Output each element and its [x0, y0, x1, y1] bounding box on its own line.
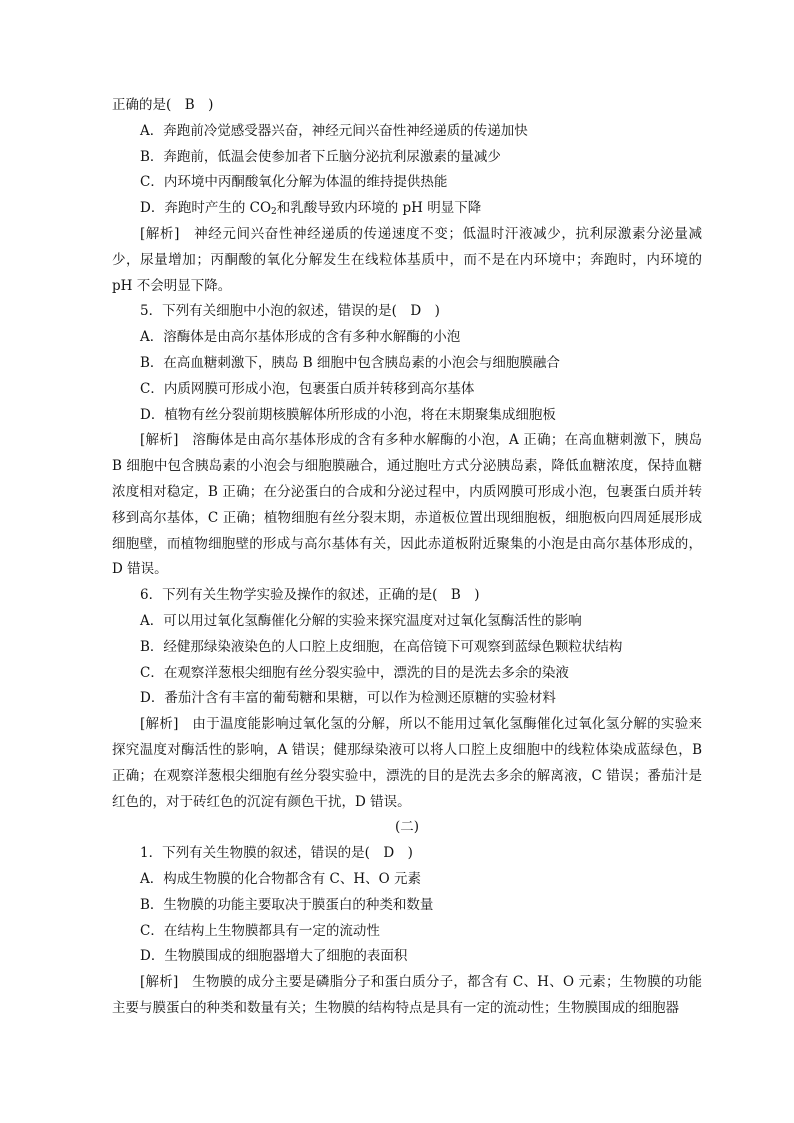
q6-option-a: A．可以用过氧化氢酶催化分解的实验来探究温度对过氧化氢酶活性的影响 — [140, 612, 582, 629]
q5-analysis: [解析] 溶酶体是由高尔基体形成的含有多种水解酶的小泡，A 正确；在高血糖刺激下，胰岛 B 细胞中包含胰岛素的小泡会与细胞膜融合，通过胞吐方式分泌胰岛素，降低血糖浓度，保持血糖浓度相对稳定，B 正确；在分泌蛋白的合成和分泌过程中，内质网膜可形成小泡，包裹蛋白质并转移到高尔基体，C 正确；植物细胞有丝分裂末期，赤道板位置出现细胞板，细胞板向四周延展形成细胞壁，而植物细胞壁的形成与高尔基体有关，因此赤道板附近聚集的小泡是由高尔基体形成的，D 错误。 — [112, 432, 702, 578]
q4-stem-tail: 正确的是( B ) — [112, 97, 214, 113]
q1-option-d: D．生物膜围成的细胞器增大了细胞的表面积 — [140, 948, 408, 965]
q6-analysis: [解析] 由于温度能影响过氧化氢的分解，所以不能用过氧化氢酶催化过氧化氢分解的实验来探究温度对酶活性的影响，A 错误；健那绿染液可以将人口腔上皮细胞中的线粒体染成蓝绿色，B 正确；在观察洋葱根尖细胞有丝分裂实验中，漂洗的目的是洗去多余的解离液，C 错误；番茄汁是红色的，对于砖红色的沉淀有颜色干扰，D 错误。 — [112, 716, 702, 810]
q4-option-d-subscript: 2 — [271, 207, 277, 218]
q4-option-d-post: 和乳酸导致内环境的 pH 明显下降 — [276, 200, 482, 217]
q6-option-b: B．经健那绿染液染色的人口腔上皮细胞，在高倍镜下可观察到蓝绿色颗粒状结构 — [140, 638, 623, 655]
document-content — [112, 93, 702, 1022]
q6-option-d: D．番茄汁含有丰富的葡萄糖和果糖，可以作为检测还原糖的实验材料 — [140, 690, 556, 707]
q5-option-d: D．植物有丝分裂前期核膜解体所形成的小泡，将在末期聚集成细胞板 — [140, 406, 556, 423]
q6-stem: 6．下列有关生物学实验及操作的叙述，正确的是( B ) — [140, 587, 480, 604]
q1-stem: 1．下列有关生物膜的叙述，错误的是( D ) — [140, 845, 413, 862]
q4-option-d-pre: D．奔跑时产生的 CO — [140, 200, 272, 217]
q5-stem: 5．下列有关细胞中小泡的叙述，错误的是( D ) — [140, 303, 440, 320]
q4-option-b: B．奔跑前，低温会使参加者下丘脑分泌抗利尿激素的量减少 — [140, 148, 501, 165]
q5-option-b: B．在高血糖刺激下，胰岛 B 细胞中包含胰岛素的小泡会与细胞膜融合 — [140, 354, 560, 371]
q4-option-d — [112, 196, 702, 222]
q1-analysis: [解析] 生物膜的成分主要是磷脂分子和蛋白质分子，都含有 C、H、O 元素；生物膜的功能主要与膜蛋白的种类和数量有关；生物膜的结构特点是具有一定的流动性；生物膜围成的细胞器 — [112, 974, 702, 1016]
q4-option-a: A．奔跑前冷觉感受器兴奋，神经元间兴奋性神经递质的传递加快 — [140, 122, 528, 139]
section-title: (二) — [394, 819, 420, 836]
q5-option-a: A．溶酶体是由高尔基体形成的含有多种水解酶的小泡 — [140, 329, 461, 346]
q4-analysis: [解析] 神经元间兴奋性神经递质的传递速度不变；低温时汗液减少，抗利尿激素分泌量减少，尿量增加；丙酮酸的氧化分解发生在线粒体基质中，而不是在内环境中；奔跑时，内环境的 pH 不会明显下降。 — [112, 225, 702, 294]
q1-option-c: C．在结构上生物膜都具有一定的流动性 — [140, 922, 380, 939]
q6-option-c: C．在观察洋葱根尖细胞有丝分裂实验中，漂洗的目的是洗去多余的染液 — [140, 664, 569, 681]
q1-option-b: B．生物膜的功能主要取决于膜蛋白的种类和数量 — [140, 896, 434, 913]
q5-option-c: C．内质网膜可形成小泡，包裹蛋白质并转移到高尔基体 — [140, 380, 475, 397]
q4-option-c: C．内环境中丙酮酸氧化分解为体温的维持提供热能 — [140, 174, 448, 191]
q1-option-a: A．构成生物膜的化合物都含有 C、H、O 元素 — [140, 870, 422, 887]
